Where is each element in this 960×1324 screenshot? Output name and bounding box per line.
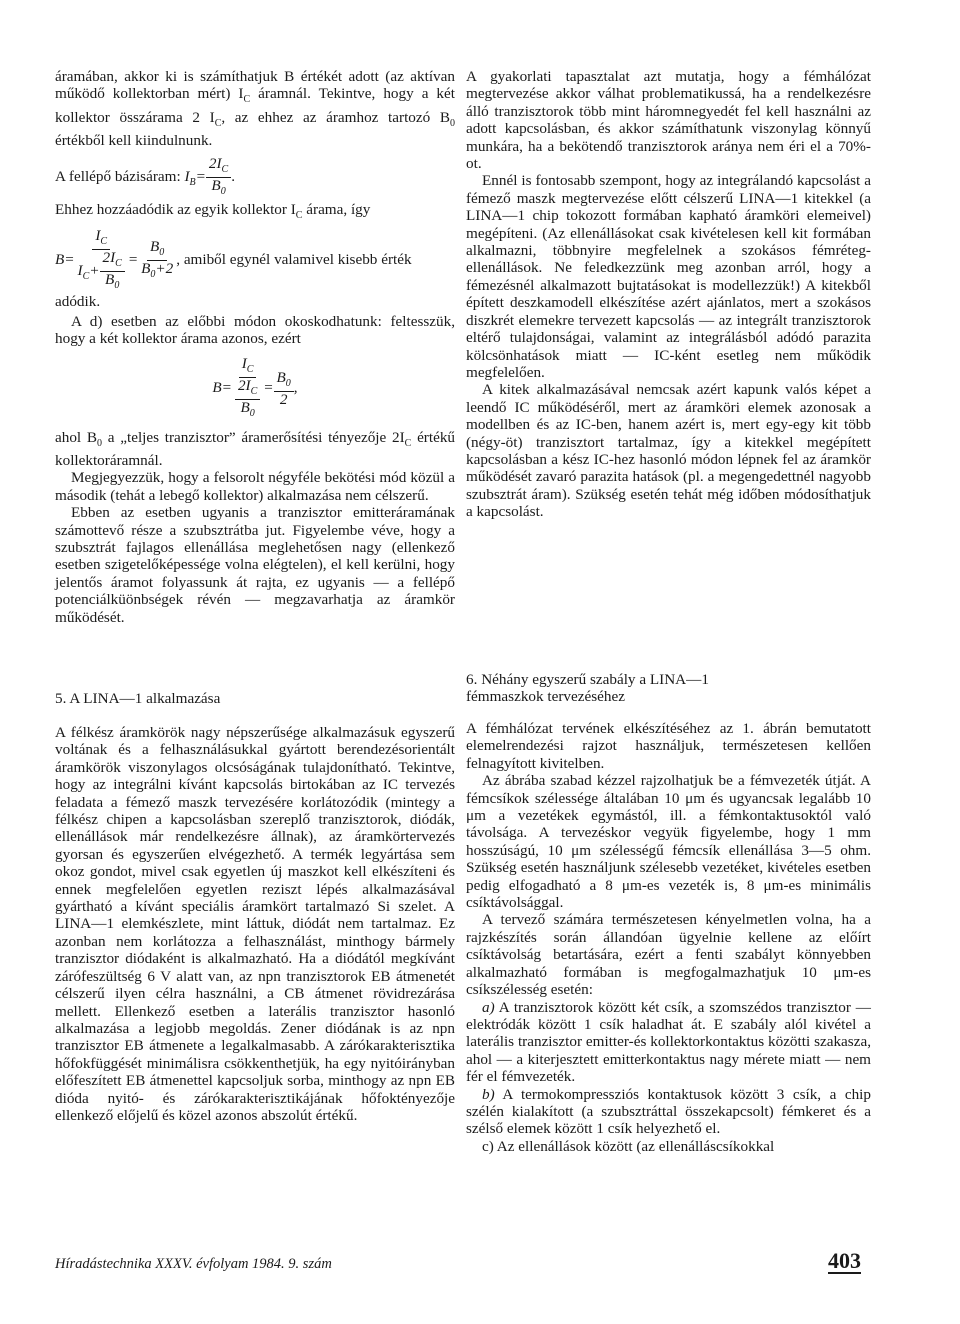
left-column-lower: [55, 724, 455, 1124]
left-paragraph-3: A d) esetben az előbbi módon okoskodhatunk: feltesszük, hogy a két kollektor árama azonos, ezért: [55, 312, 455, 348]
section-5-heading: 5. A LINA—1 alkalmazása: [55, 690, 221, 707]
rule-a: a) A tranzisztorok között két csík, a szomszédos tranzisztor — elektródák között 1 csík haladhat át. E szabály alól kivétel a laterális tranzisztor emitter-és kollektorkontaktus közötti szakasza, ahol — a kiterjesztett emitterkontaktus nagy mérete miatt — nem fér el fémvezeték.: [466, 998, 871, 1086]
right-paragraph-3: A kitek alkalmazásával nemcsak azért kapunk valós képet a leendő IC működéséről, mert az áramköri elemek azonosak a modellben és az IC-ben, hanem azért is, mert egy-egy kit több (négy-öt) tranzisztort tartalmaz, így a kitekkel megépített kapcsolásban a kész IC-hez hasonló módon lépnek fel az áramkör működését zavaró parazita hatások (pl. a megengedettnél nagyobb szubsztrát áram). Szükség esetén tehát még időben módosíthatjuk a kapcsolást.: [466, 381, 871, 521]
base-current-equation: A fellépő bázisáram: $I_B=$ $\frac{2I_C}{B_0}$ .: [55, 154, 236, 197]
right-paragraph-1: A gyakorlati tapasztalat azt mutatja, hogy a fémhálózat megtervezése akkor válhat problematikussá, ha a rendelkezésre álló tranzisztorok több mint háromnegyedét fel kell használni az adott kapcsolásban, és akkor számíthatunk viszonylag könnyű munkára, ha a bekötendő tranzisztorok aránya nem éri el a 70%-ot.: [466, 68, 871, 173]
beta-equation: B= $I_C$ $I_C+$ $\frac{2I_C}{B_0}$ = $\frac{B_0}{B_0+2}$ , amiből egynél valamivel kisebb érték adódik.: [55, 227, 412, 311]
left-paragraph-2: Ehhez hozzáadódik az egyik kollektor $I_C$ árama, így: [55, 200, 371, 221]
right-paragraph-2: Ennél is fontosabb szempont, hogy az integrálandó kapcsolást a fémező maszk megtervezése előtt célszerű LINA—1 kitekkel (a LINA—1 chip tokozott formában kapható áramköri elemeivel) megépíteni. (Az ellenállásokat csak kivételesen kell kit formában alkalmazni, többnyire megfelelnek a szokásos fémréteg-ellenállások. Ne feledkezzünk meg azonban arról, hogy a fémezésnél alkalmazott bujtatásokat is modellezzük!) A kitekből épített deszkamodell elkészítése azért ajánlatos, mert a szokásos diszkrét elemekre tervezett kapcsolás — az integrált tranzisztorok eltérő tulajdonságai, valamint az integrálásból adódó parazita kölcsönhatások miatt — IC-ként esetleg nem működik megfelelően.: [466, 172, 871, 381]
right-column-lower: [466, 720, 871, 1155]
page-number: 403: [828, 1248, 861, 1273]
left-paragraph-6: Ebben az esetben ugyanis a tranzisztor emitteráramának számottevő része a szubsztrátba jut. Figyelembe véve, hogy a szubsztrát fajlagos ellenállása meglehetősen nagy (ellenkező esetben szigetelőképessége volna elégtelen), el kell kerülni, hogy jelentős áramot folyassunk át rajta, ez ugyanis — a fellépő potenciálküönbségek révén — megzavarhatja az áramkör működését.: [55, 504, 455, 626]
left-paragraph-4: ahol $B_0$ a „teljes tranzisztor” áramerősítési tényezője $2I_C$ értékű kollektoráramnál.: [55, 428, 456, 470]
left-paragraph-5: Megjegyezzük, hogy a felsorolt négyféle bekötési mód közül a második (tehát a lebegő kollektor) alkalmazása nem célszerű.: [55, 469, 455, 504]
right-paragraph-6: A tervező számára természetesen kényelmetlen volna, ha a rajzkészítés során állandóan ügyelnie kellene az előírt csíktávolság betartására, ezért a fenti szabályt könnyebben alkalmazható formában is megfogalmazhatjuk 10 μm-es csíkszélesség esetén:: [466, 911, 871, 999]
journal-footer: Híradástechnika XXXV. évfolyam 1984. 9. szám: [55, 1256, 332, 1272]
left-paragraph-7: A félkész áramkörök nagy népszerűsége alkalmazásuk egyszerű voltának és a felhasználásukkal gyártott berendezésorientált áramkörök viszonylagos olcsóságának tulajdonítható. Tekintve, hogy az integrálni kívánt kapcsolás birtokában az IC tervezés feladata a fémező maszk tervezésére korlátozódik (mintegy a félkész chipen a kapcsolásban szereplő tranzisztorok, diódák, ellenállások már rendelkezésre állnak), az áramkörtervezés gyorsan és egyszerűen elvégezhető. A termék legyártása sem okoz gondot, mivel csak egyetlen új maszkot kell elkészíteni és ennek megfelelően egyetlen reziszt lépés alkalmazásával gyártható a kívánt speciális áramkört tartalmazó Si szelet. A LINA—1 elemkészlete, mint láttuk, diódát nem tartalmaz. Ez azonban nem korlátozza a felhasználást, minthogy bármely tranzisztor diódaként is alkalmazható. Ha a diódától megkívánt zárófeszültség 6 V alatt van, az npn tranzisztorok EB átmenetét célszerű ilyen célra használni, a CB átmenet rövidrezárása mellett. Ellenkező esetben a laterális tranzisztor hasonló alkalmazása a legjobb megoldás. Zener diódának is az npn tranzisztor EB átmenete a legalkalmasabb. A zárókarakterisztika hőfokfüggését minimálisra csökkenthetjük, ha egy nyitóirányban előfeszített EB átmenettel kapcsoljuk sorba, minthogy az npn EB dióda nyitó- és zárókarakterisztikájának hőfoktényezője ellenkező előjelű és közel azonos abszolút értékű.: [55, 724, 455, 1124]
left-column: [55, 68, 455, 626]
section-6-heading: 6. Néhány egyszerű szabály a LINA—1 fémmaszkok tervezéséhez: [466, 671, 709, 706]
rule-b: b) A termokompressziós kontaktusok között 3 csík, a chip szélén kialakított (a szubsztráttal összekapcsolt) fémkeret és a szélső elemek között 1 csík helyezhető el.: [466, 1085, 871, 1138]
right-column: [466, 68, 871, 521]
right-paragraph-5: Az ábrába szabad kézzel rajzolhatjuk be a fémvezeték útját. A fémcsíkok szélessége általában 10 μm és ugyancsak legalább 10 μm a vezetékek egymástól, ill. a fémkontaktusoktól való távolsága. A tervezéskor vegyük figyelembe, hogy 1 mm hosszúságú, 10 μm szélességű fémcsík ellenállása 3—5 ohm. Szükség esetén használjunk szélesebb vezetéket, kivételes esetben pedig elfogadható a 8 μm-es vezeték is, 8 μm-es minimális csíktávolsággal.: [466, 772, 871, 912]
left-paragraph-1: áramában, akkor ki is számíthatjuk B értékét adott (az aktívan működő kollektorban mért) $I_C$ áramnál. Tekintve, hogy a két kollektor összárama 2 $I_C$, az ehhez az áramhoz tartozó $B_0$ értékből kell kiindulnunk.: [55, 68, 456, 150]
rule-c: c) Az ellenállások között (az ellenálláscsíkokkal: [482, 1137, 775, 1155]
right-paragraph-4: A fémhálózat tervének elkészítéséhez az 1. ábrán bemutatott elemelrendezési rajzot használjuk, természetesen kellően felnagyított kivitelben.: [466, 720, 871, 772]
equal-current-equation: B= $\frac{I_C}{\frac{2I_C}{B_0}}$ = $\frac{B_0}{2}$ ,: [212, 354, 298, 419]
